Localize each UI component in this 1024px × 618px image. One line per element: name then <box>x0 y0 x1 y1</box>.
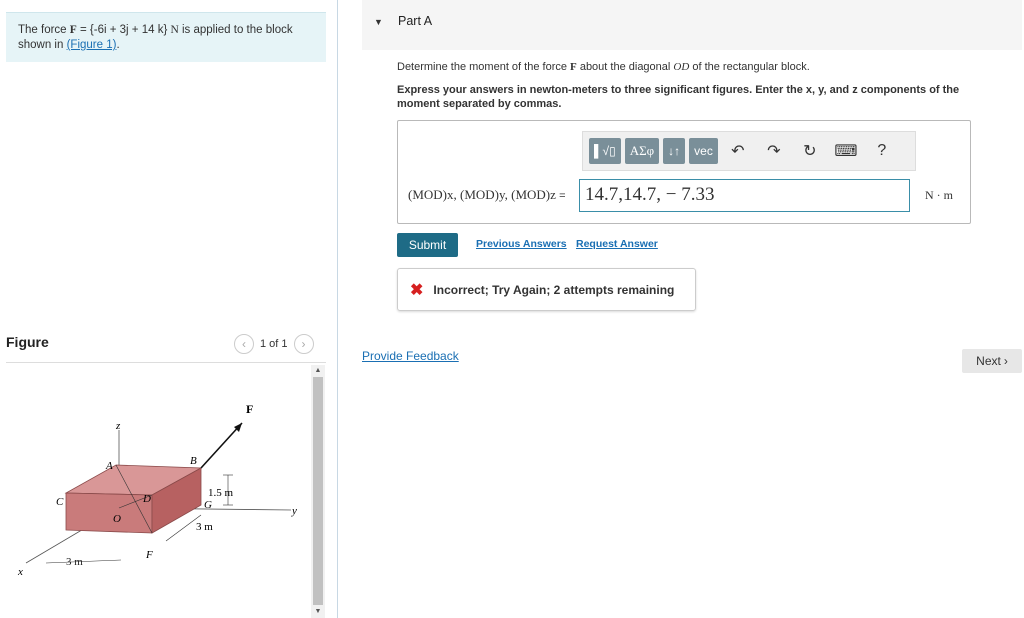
part-title: Part A <box>398 14 433 28</box>
answer-input[interactable]: 14.7,14.7, − 7.33 <box>579 179 910 212</box>
answer-label <box>408 187 566 203</box>
scroll-down-icon[interactable]: ▼ <box>314 608 322 615</box>
block-front-face <box>66 493 152 533</box>
answer-unit: N · m <box>925 188 953 202</box>
figure-title: Figure <box>6 334 49 350</box>
label-F-corner: F <box>146 549 153 561</box>
label-dim-width: 3 m <box>196 521 213 533</box>
force-value: = {-6i + 3j + 14 k} <box>76 24 171 36</box>
figure-prev-button[interactable]: ‹ <box>234 334 254 354</box>
answer-box <box>397 120 971 224</box>
collapse-caret-icon[interactable]: ▼ <box>374 17 383 27</box>
templates-button[interactable]: ▌√▯ <box>589 138 621 164</box>
figure-header <box>6 330 326 363</box>
part-header[interactable] <box>362 0 1022 50</box>
subscript-button[interactable]: ↓↑ <box>663 138 685 164</box>
previous-answers-link[interactable]: Previous Answers <box>476 238 567 250</box>
question-od: OD <box>673 61 690 73</box>
label-B: B <box>190 455 197 467</box>
label-C: C <box>56 496 64 508</box>
problem-text-line2: shown in <box>18 39 67 51</box>
feedback-box <box>397 268 696 311</box>
question-pre: Determine the moment of the force <box>397 61 571 73</box>
scroll-thumb[interactable] <box>313 377 323 605</box>
request-answer-link[interactable]: Request Answer <box>576 238 658 250</box>
force-unit: N <box>170 24 179 36</box>
label-D: D <box>143 493 151 505</box>
problem-statement <box>6 12 326 62</box>
provide-feedback-link[interactable]: Provide Feedback <box>362 349 459 363</box>
panel-divider <box>337 0 338 618</box>
submit-button[interactable]: Submit <box>397 233 458 257</box>
dim-length-line <box>46 560 121 563</box>
feedback-message: Incorrect; Try Again; 2 attempts remaining <box>433 282 675 297</box>
question-force: F <box>570 61 577 73</box>
reset-icon[interactable]: ↻ <box>803 143 817 160</box>
vec-button[interactable]: vec <box>689 138 718 164</box>
question-mid: about the diagonal <box>576 61 674 73</box>
figure-image <box>6 365 311 618</box>
keyboard-icon[interactable]: ⌨ <box>834 143 858 160</box>
label-dim-length: 3 m <box>66 556 83 568</box>
redo-icon[interactable]: ↷ <box>767 143 781 160</box>
label-F: F <box>246 402 254 416</box>
label-dim-height: 1.5 m <box>208 487 234 499</box>
math-toolbar <box>582 131 916 171</box>
label-x: x <box>18 566 23 578</box>
label-z: z <box>116 420 121 432</box>
problem-period: . <box>116 39 120 51</box>
label-O: O <box>113 513 121 525</box>
scroll-up-icon[interactable]: ▲ <box>314 367 322 374</box>
force-arrow <box>201 423 242 468</box>
figure-pager <box>234 334 314 354</box>
next-label: Next <box>976 354 1001 368</box>
chevron-right-icon: › <box>1003 354 1008 368</box>
answer-label-text: (MOD)x, (MOD)y, (MOD)z <box>408 187 556 202</box>
problem-text-prefix: The force <box>18 24 70 36</box>
figure-next-button[interactable]: › <box>294 334 314 354</box>
instructions: Express your answers in newton-meters to three significant figures. Enter the x, y, and z components of the moment separated by commas. <box>397 84 960 110</box>
incorrect-x-icon: ✖ <box>410 281 424 299</box>
figure-scrollbar[interactable] <box>311 365 325 618</box>
force-symbol: F <box>69 24 77 36</box>
question-post: of the rectangular block. <box>689 61 810 73</box>
help-icon[interactable]: ? <box>877 142 887 159</box>
question <box>397 60 997 111</box>
label-A: A <box>106 460 113 472</box>
label-G: G <box>204 499 212 511</box>
greek-button[interactable]: ΑΣφ <box>625 138 659 164</box>
block-diagram <box>6 365 311 618</box>
label-y: y <box>292 505 297 517</box>
question-text <box>397 60 997 74</box>
next-button[interactable] <box>962 349 1022 373</box>
answer-equals: = <box>559 190 566 202</box>
problem-text-suffix: is applied to the block <box>178 24 293 36</box>
figure-page-count: 1 of 1 <box>260 338 288 350</box>
figure-link[interactable]: (Figure 1) <box>66 39 117 51</box>
undo-icon[interactable]: ↶ <box>731 143 745 160</box>
